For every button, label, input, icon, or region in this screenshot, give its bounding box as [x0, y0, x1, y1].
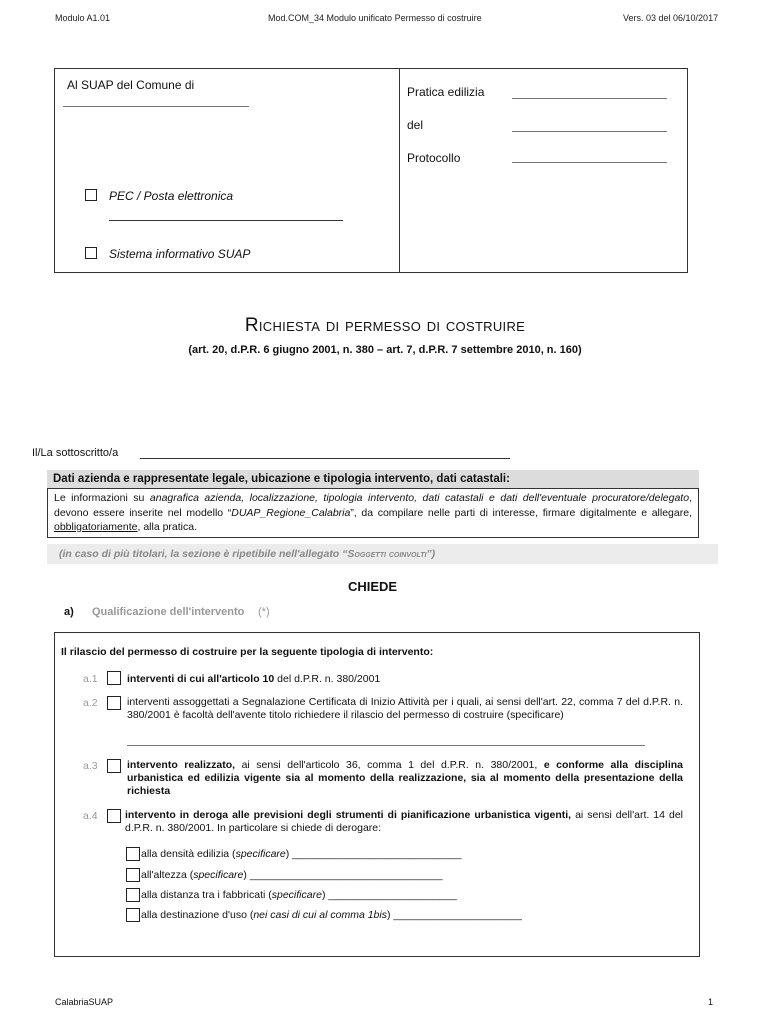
dati-text-3: , devono essere inserite nel modello “: [54, 492, 692, 519]
comune-label: Al SUAP del Comune di: [67, 78, 195, 92]
deroga-densita-label: [141, 848, 462, 860]
dati-text-7: , alla pratica.: [137, 521, 198, 533]
a1-label: [127, 673, 380, 685]
a2-label: interventi assoggettati a Segnalazione Certificata di Inizio Attività per i quali, ai sensi dell'art. 22, comma 7 del d.P.R. n. 380/2001 è facoltà dell'avente titolo richiedere il rilascio del permesso di costruire (specificare): [127, 696, 683, 721]
duap-model-name: DUAP_Regione_Calabria: [231, 506, 351, 519]
deroga-destinazione-it: nei casi di cui al comma 1bis: [253, 909, 387, 921]
deroga-altezza-pre: all'altezza (: [141, 869, 194, 881]
header-form-title: Mod.COM_34 Modulo unificato Permesso di costruire: [268, 13, 482, 23]
dati-azienda-heading: Dati azienda e rappresentate legale, ubicazione e tipologia intervento, dati catastali:: [47, 470, 699, 488]
deroga-distanza-checkbox[interactable]: [126, 888, 140, 902]
del-label: del: [407, 118, 424, 132]
a3-number: a.3: [83, 760, 98, 772]
obbligatoriamente-text: obbligatoriamente: [54, 521, 138, 533]
deroga-distanza-post: ) ______________________: [321, 889, 457, 901]
a4-checkbox[interactable]: [107, 809, 121, 823]
deroga-destinazione-post: ) ______________________: [386, 909, 522, 921]
a4-label-text: ai sensi dell'art. 14 del d.P.R. n. 380/2001. In particolare si chiede di derogare:: [125, 809, 683, 834]
a2-specify-field[interactable]: [127, 745, 645, 746]
sottoscritto-label: Il/La sottoscritto/a: [32, 447, 119, 459]
deroga-distanza-it: specificare: [271, 889, 322, 901]
pratica-label: Pratica edilizia: [407, 85, 485, 99]
footer-brand: CalabriaSUAP: [55, 997, 114, 1007]
a3-checkbox[interactable]: [107, 759, 121, 773]
protocollo-label: Protocollo: [407, 151, 461, 165]
soggetti-coinvolti-label: Soggetti coinvolti: [347, 548, 427, 560]
dati-text-2: anagrafica azienda, localizzazione, tipologia intervento, dati catastali e dati dell'eventuale procuratore/delegato: [149, 492, 690, 504]
a3-label-text: ai sensi dell'articolo 36, comma 1 del d.P.R. n. 380/2001,: [235, 759, 544, 771]
deroga-destinazione-pre: alla destinazione d'uso (: [141, 909, 254, 921]
a1-label-rest: del d.P.R. n. 380/2001: [274, 673, 381, 685]
pec-label: PEC / Posta elettronica: [109, 189, 234, 203]
address-box: [54, 68, 688, 273]
a4-number: a.4: [83, 810, 98, 822]
a1-number: a.1: [83, 673, 98, 685]
a2-checkbox[interactable]: [107, 696, 121, 710]
header-version: Vers. 03 del 06/10/2017: [623, 13, 719, 23]
a1-checkbox[interactable]: [107, 671, 121, 685]
deroga-densita-post: ) _____________________________: [285, 848, 462, 860]
page-number: 1: [708, 997, 714, 1007]
page-subtitle: (art. 20, d.P.R. 6 giugno 2001, n. 380 – art. 7, d.P.R. 7 settembre 2010, n. 160): [188, 344, 582, 356]
deroga-densita-it: specificare: [235, 848, 286, 860]
deroga-altezza-checkbox[interactable]: [126, 868, 140, 882]
sottoscritto-field[interactable]: [140, 458, 510, 459]
dati-text-5: ”, da compilare nelle parti di interesse, firmare digitalmente e allegare,: [350, 506, 692, 519]
dati-azienda-box: [47, 488, 699, 538]
titolari-note-prefix: (in caso di più titolari, la sezione è ripetibile nell'allegato “: [59, 548, 348, 560]
intervention-intro: Il rilascio del permesso di costruire per la seguente tipologia di intervento:: [61, 646, 434, 658]
suap-checkbox[interactable]: [85, 247, 97, 259]
suap-label: Sistema informativo SUAP: [109, 247, 251, 261]
address-box-divider: [399, 69, 400, 272]
titolari-note: [47, 544, 718, 564]
a4-label-bold: intervento in deroga alle previsioni degli strumenti di pianificazione urbanistica vigenti,: [125, 809, 572, 821]
pratica-field[interactable]: [512, 98, 667, 99]
section-a-letter: a): [64, 606, 74, 618]
chiede-heading: CHIEDE: [347, 579, 398, 594]
deroga-distanza-pre: alla distanza tra i fabbricati (: [141, 889, 272, 901]
dati-text-1: Le informazioni su: [54, 492, 150, 504]
del-field[interactable]: [512, 131, 667, 132]
deroga-densita-pre: alla densità edilizia (: [141, 848, 236, 860]
deroga-destinazione-label: [141, 909, 522, 921]
pec-field[interactable]: [109, 220, 343, 221]
deroga-altezza-it: specificare: [193, 869, 244, 881]
a3-label-bold-2: e conforme alla disciplina urbanistica ed edilizia vigente sia al momento della realizzazione, sia al momento della presentazione della richiesta: [127, 759, 683, 797]
protocollo-field[interactable]: [512, 162, 667, 163]
a2-number: a.2: [83, 697, 98, 709]
section-a-mark: (*): [258, 606, 270, 618]
a4-label: [125, 809, 683, 835]
deroga-densita-checkbox[interactable]: [126, 847, 140, 861]
deroga-altezza-label: [141, 869, 443, 881]
deroga-distanza-label: [141, 889, 457, 901]
deroga-altezza-post: ) _________________________________: [243, 869, 443, 881]
a3-label: [127, 759, 683, 798]
section-a-title: Qualificazione dell'intervento: [92, 606, 245, 618]
comune-field[interactable]: [63, 106, 249, 107]
intervention-box: [54, 632, 700, 957]
a3-label-bold-1: intervento realizzato,: [127, 759, 236, 771]
header-form-code: Modulo A1.01: [55, 13, 111, 23]
a1-label-bold: interventi di cui all'articolo 10: [127, 673, 275, 685]
pec-checkbox[interactable]: [85, 189, 97, 201]
page-title: Richiesta di permesso di costruire: [244, 315, 526, 336]
titolari-note-suffix: ”): [426, 548, 436, 560]
deroga-destinazione-checkbox[interactable]: [126, 908, 140, 922]
